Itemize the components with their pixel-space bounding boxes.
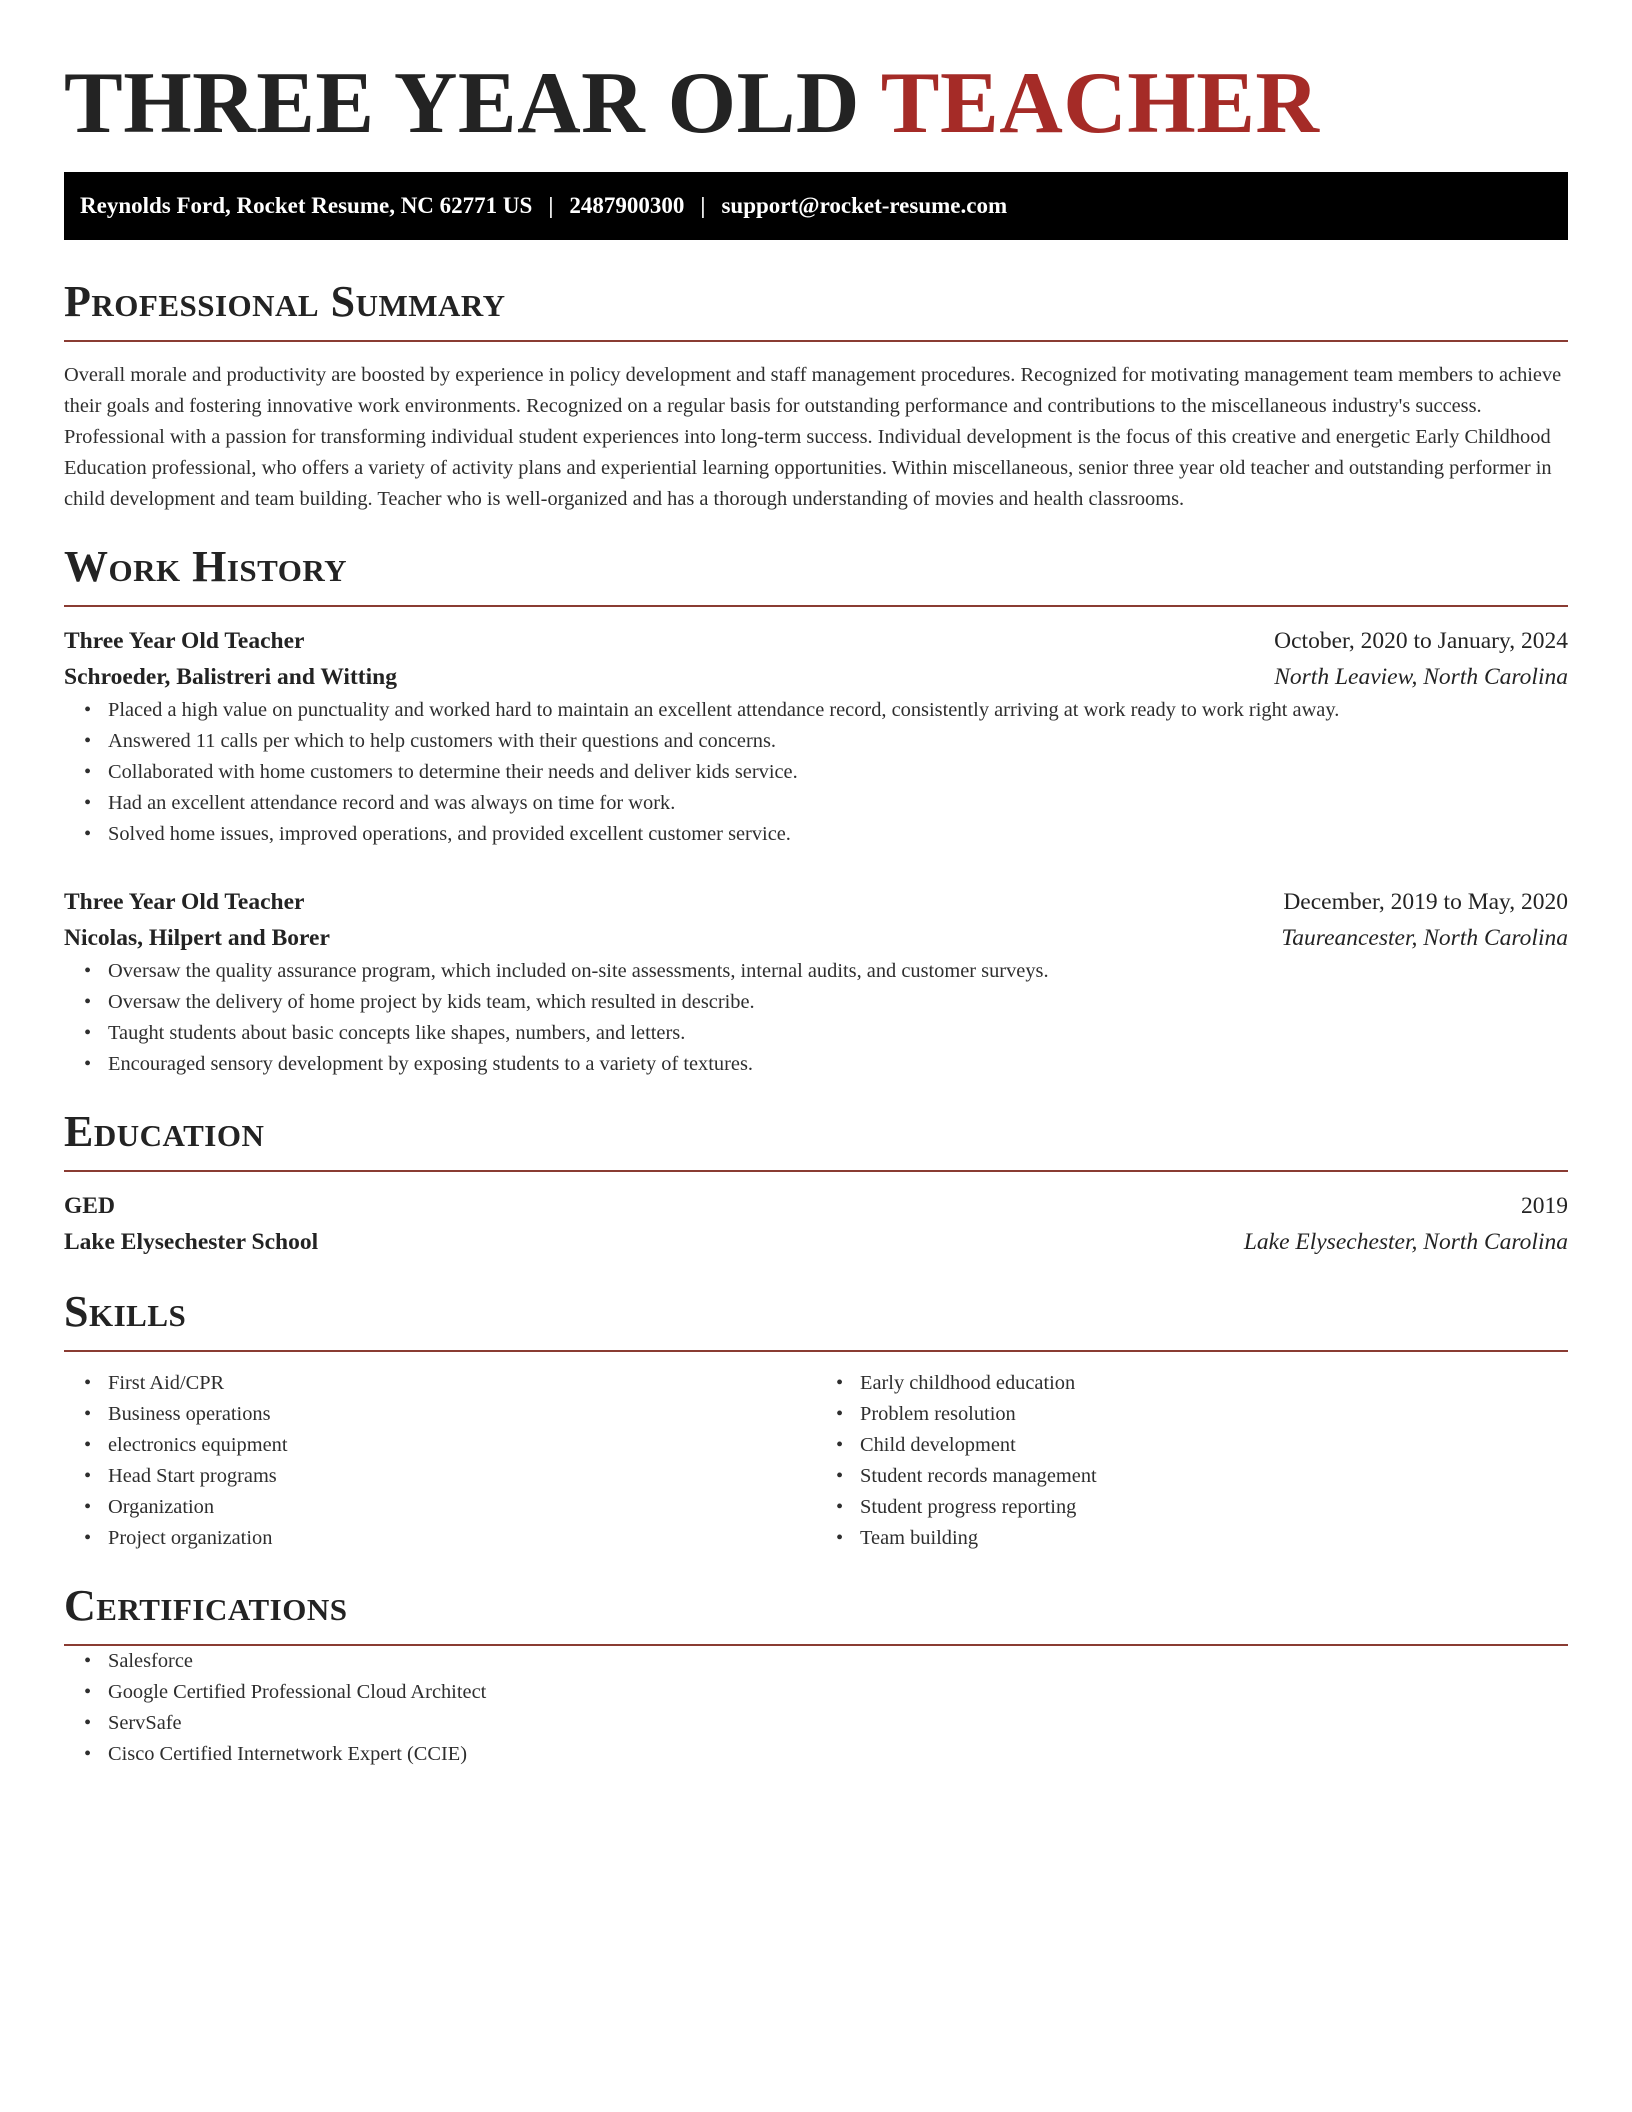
job-title-row: [64, 884, 1568, 920]
job-location: North Leaview, North Carolina: [1274, 664, 1568, 690]
education-entry: [64, 1188, 1568, 1260]
job-location: Taureancester, North Carolina: [1281, 925, 1568, 951]
work-history-section: [64, 541, 1568, 1080]
skill-item: • Student progress reporting: [860, 1492, 1568, 1523]
job-bullet-list: [64, 956, 1568, 1080]
job-company-row: [64, 659, 1568, 695]
list-item: • Had an excellent attendance record and was always on time for work.: [108, 788, 1568, 819]
list-item: • Collaborated with home customers to determine their needs and deliver kids service.: [108, 757, 1568, 788]
contact-separator: |: [700, 193, 706, 218]
job-role: Three Year Old Teacher: [64, 889, 305, 915]
list-item: • Oversaw the delivery of home project by kids team, which resulted in describe.: [108, 987, 1568, 1018]
skill-item: • Head Start programs: [108, 1461, 816, 1492]
education-school: Lake Elysechester School: [64, 1229, 319, 1255]
section-divider: [64, 1170, 1568, 1172]
certification-item: • Cisco Certified Internetwork Expert (CCIE): [108, 1739, 1568, 1770]
job-entry: [64, 623, 1568, 850]
certification-item: • Salesforce: [108, 1646, 1568, 1677]
job-title-row: [64, 623, 1568, 659]
candidate-name: [64, 0, 1568, 156]
skill-item: • First Aid/CPR: [108, 1368, 816, 1399]
education-school-row: [64, 1224, 1568, 1260]
job-company-row: [64, 920, 1568, 956]
contact-phone[interactable]: 2487900300: [569, 193, 685, 218]
education-heading: Education: [64, 1107, 265, 1156]
list-item: • Answered 11 calls per which to help customers with their questions and concerns.: [108, 726, 1568, 757]
contact-address: Reynolds Ford, Rocket Resume, NC 62771 US: [80, 193, 533, 218]
job-bullet-list: [64, 695, 1568, 850]
certification-item: • ServSafe: [108, 1708, 1568, 1739]
summary-heading: Professional Summary: [64, 277, 506, 326]
skill-item: • Project organization: [108, 1523, 816, 1554]
section-divider: [64, 1350, 1568, 1352]
certification-item: • Google Certified Professional Cloud Architect: [108, 1677, 1568, 1708]
skill-item: • Organization: [108, 1492, 816, 1523]
name-main: THREE YEAR OLD: [64, 55, 860, 152]
contact-separator: |: [548, 193, 554, 218]
certifications-section: [64, 1580, 1568, 1770]
skill-item: • Early childhood education: [860, 1368, 1568, 1399]
education-degree-row: [64, 1188, 1568, 1224]
skill-item: • Team building: [860, 1523, 1568, 1554]
skills-section: [64, 1286, 1568, 1554]
skill-item: • electronics equipment: [108, 1430, 816, 1461]
education-degree: GED: [64, 1193, 115, 1219]
section-divider: [64, 340, 1568, 342]
section-divider: [64, 605, 1568, 607]
education-year: 2019: [1521, 1193, 1568, 1219]
summary-text: Overall morale and productivity are boosted by experience in policy development and staff management procedures. Recognized for motivating management team members to achieve their goals and fostering innovative work environments. Recognized on a regular basis for outstanding performance and contributions to the miscellaneous industry's success. Professional with a passion for transforming individual student experiences into long-term success. Individual development is the focus of this creative and energetic Early Childhood Education professional, who offers a variety of activity plans and experiential learning opportunities. Within miscellaneous, senior three year old teacher and outstanding performer in child development and team building. Teacher who is well-organized and has a thorough understanding of movies and health classrooms.: [64, 364, 1562, 510]
job-role: Three Year Old Teacher: [64, 628, 305, 654]
contact-bar: [64, 172, 1568, 240]
education-location: Lake Elysechester, North Carolina: [1243, 1229, 1568, 1255]
skill-item: • Business operations: [108, 1399, 816, 1430]
certifications-heading: Certifications: [64, 1581, 348, 1630]
list-item: • Solved home issues, improved operations, and provided excellent customer service.: [108, 819, 1568, 850]
skills-list-right: [816, 1368, 1568, 1554]
skills-heading: Skills: [64, 1287, 187, 1336]
skills-columns: [64, 1368, 1568, 1554]
contact-email[interactable]: support@rocket-resume.com: [721, 193, 1008, 218]
job-entry: [64, 884, 1568, 1080]
list-item: • Encouraged sensory development by exposing students to a variety of textures.: [108, 1049, 1568, 1080]
job-company: Schroeder, Balistreri and Witting: [64, 664, 397, 690]
work-history-heading: Work History: [64, 542, 348, 591]
list-item: • Oversaw the quality assurance program, which included on-site assessments, internal audits, and customer surveys.: [108, 956, 1568, 987]
skills-list-left: [64, 1368, 816, 1554]
job-dates: December, 2019 to May, 2020: [1283, 889, 1568, 915]
list-item: • Taught students about basic concepts like shapes, numbers, and letters.: [108, 1018, 1568, 1049]
job-dates: October, 2020 to January, 2024: [1274, 628, 1568, 654]
summary-section: [64, 276, 1568, 515]
skill-item: • Child development: [860, 1430, 1568, 1461]
skill-item: • Problem resolution: [860, 1399, 1568, 1430]
list-item: • Placed a high value on punctuality and worked hard to maintain an excellent attendance record, consistently arriving at work ready to work right away.: [108, 695, 1568, 726]
education-section: [64, 1106, 1568, 1260]
name-accent: TEACHER: [880, 55, 1320, 152]
skill-item: • Student records management: [860, 1461, 1568, 1492]
certifications-list: [64, 1646, 1568, 1770]
job-company: Nicolas, Hilpert and Borer: [64, 925, 330, 951]
